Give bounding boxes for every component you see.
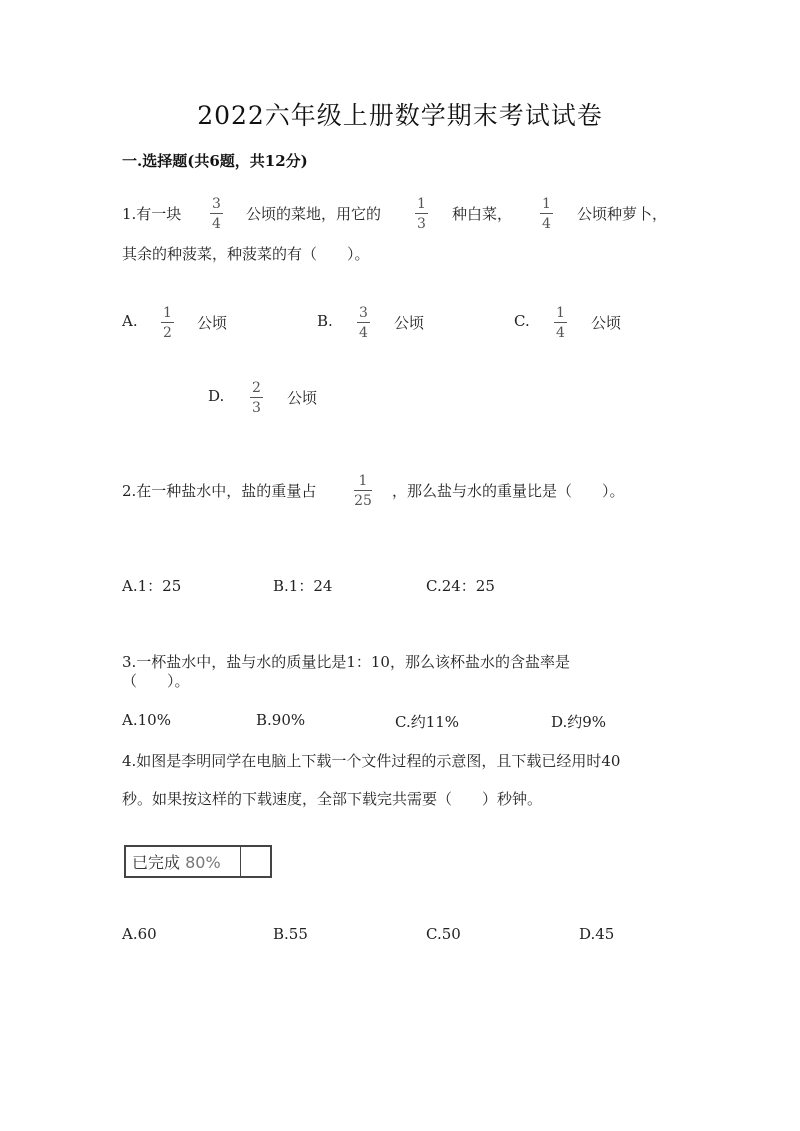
numerator: 3 [359,305,368,321]
numerator: 1 [417,196,426,212]
q4-option-b: B.55 [273,925,308,943]
q2-option-c: C.24：25 [426,577,495,595]
denominator: 2 [163,325,172,341]
numerator: 1 [163,305,172,321]
q1-option-c-label: C. [514,312,530,330]
denominator: 3 [252,400,261,416]
q1-option-d-label: D. [208,387,225,405]
q1-text-line2: 其余的种菠菜，种菠菜的有（ ）。 [122,245,370,263]
q1-option-c-fraction [554,305,567,341]
progress-text [126,850,221,873]
denominator: 3 [417,216,426,232]
q1-option-b-label: B. [317,312,333,330]
q1-option-d-unit: 公顷 [287,389,318,407]
numerator: 3 [212,196,221,212]
q1-option-a-unit: 公顷 [197,314,228,332]
q1-option-c-unit: 公顷 [591,314,622,332]
q1-text-part4: 公顷种萝卜， [577,205,668,223]
q2-fraction [354,473,372,509]
progress-percent: 80% [185,853,221,872]
q1-fraction-1 [210,196,223,232]
numerator: 1 [358,473,368,489]
denominator: 4 [556,325,565,341]
q2-text-part2: ，那么盐与水的重量比是（ ）。 [392,482,625,500]
page-title: 2022六年级上册数学期末考试试卷 [197,101,603,130]
q1-fraction-2 [415,196,428,232]
q4-text-line1: 4.如图是李明同学在电脑上下载一个文件过程的示意图，且下载已经用时40 [122,752,621,770]
q1-text-part2: 公顷的菜地，用它的 [246,205,382,223]
numerator: 1 [556,305,565,321]
q2-option-a: A.1：25 [122,577,182,595]
q1-fraction-3 [540,196,553,232]
q3-option-d: D.约9% [551,713,607,731]
denominator: 4 [542,216,551,232]
denominator: 4 [212,216,221,232]
q2-option-b: B.1：24 [273,577,333,595]
q3-option-c: C.约11% [395,713,460,731]
q4-option-a: A.60 [122,925,157,943]
download-progress-bar [124,845,272,878]
q3-option-b: B.90% [256,711,306,729]
numerator: 1 [542,196,551,212]
q1-option-b-fraction [357,305,370,341]
q1-option-a-fraction [161,305,174,341]
q4-text-line2: 秒。如果按这样的下载速度，全部下载完共需要（ ）秒钟。 [122,790,543,808]
q1-option-a-label: A. [122,312,138,330]
q3-text-line2: （ ）。 [122,672,190,690]
q4-option-c: C.50 [426,925,461,943]
q3-option-a: A.10% [122,711,171,729]
q4-option-d: D.45 [579,925,615,943]
q1-text-part1: 1.有一块 [122,205,182,223]
q1-text-part3: 种白菜， [452,205,513,223]
q3-text-line1: 3.一杯盐水中，盐与水的质量比是1：10，那么该杯盐水的含盐率是 [122,653,570,671]
q1-option-d-fraction [250,380,263,416]
q2-text-part1: 2.在一种盐水中，盐的重量占 [122,482,317,500]
q1-option-b-unit: 公顷 [394,314,425,332]
numerator: 2 [252,380,261,396]
denominator: 4 [359,325,368,341]
denominator: 25 [354,493,372,509]
progress-label: 已完成 [132,853,181,872]
section-heading: 一.选择题(共6题，共12分) [122,152,308,170]
